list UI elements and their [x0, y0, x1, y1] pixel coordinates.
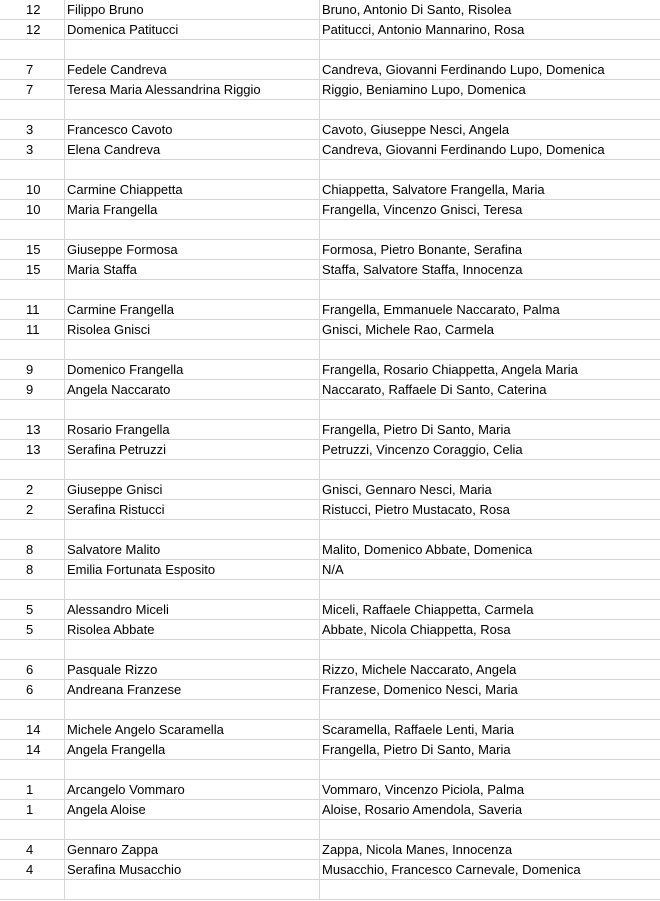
table-row	[0, 260, 660, 280]
table-row	[0, 220, 660, 240]
table-row	[0, 500, 660, 520]
person-name-cell[interactable]: Emilia Fortunata Esposito	[64, 560, 319, 579]
couple-number-cell[interactable]: 10	[26, 202, 41, 217]
couple-number-cell[interactable]: 13	[26, 442, 41, 457]
parents-cell[interactable]: Naccarato, Raffaele Di Santo, Caterina	[319, 380, 660, 399]
parents-cell[interactable]: Frangella, Rosario Chiappetta, Angela Maria	[319, 360, 660, 379]
table-row	[0, 20, 660, 40]
parents-cell[interactable]: Frangella, Vincenzo Gnisci, Teresa	[319, 200, 660, 219]
couple-number-cell[interactable]	[0, 340, 64, 359]
person-name-cell[interactable]: Elena Candreva	[64, 140, 319, 159]
table-row	[0, 320, 660, 340]
person-name-cell[interactable]	[64, 760, 319, 779]
table-row	[0, 40, 660, 60]
couple-number-cell[interactable]: 11	[26, 322, 40, 337]
person-name-cell[interactable]	[64, 700, 319, 719]
parents-cell[interactable]: Aloise, Rosario Amendola, Saveria	[319, 800, 660, 819]
couple-number-cell[interactable]: 3	[26, 142, 34, 157]
table-row	[0, 380, 660, 400]
person-name-cell[interactable]	[64, 580, 319, 599]
couple-number-cell[interactable]: 6	[26, 662, 34, 677]
table-row	[0, 780, 660, 800]
couple-number-cell[interactable]: 4	[26, 862, 34, 877]
parents-cell[interactable]	[319, 460, 660, 479]
parents-cell[interactable]: Franzese, Domenico Nesci, Maria	[319, 680, 660, 699]
table-row	[0, 620, 660, 640]
person-name-cell[interactable]: Rosario Frangella	[64, 420, 319, 439]
person-name-cell[interactable]: Filippo Bruno	[64, 0, 319, 19]
couple-number-cell[interactable]	[0, 520, 64, 539]
couple-number-cell[interactable]: 8	[26, 562, 34, 577]
parents-cell[interactable]: Candreva, Giovanni Ferdinando Lupo, Domenica	[319, 60, 660, 79]
person-name-cell[interactable]: Arcangelo Vommaro	[64, 780, 319, 799]
couple-number-cell[interactable]	[0, 400, 64, 419]
table-row	[0, 240, 660, 260]
person-name-cell[interactable]: Gennaro Zappa	[64, 840, 319, 859]
person-name-cell[interactable]	[64, 280, 319, 299]
parents-cell[interactable]: Staffa, Salvatore Staffa, Innocenza	[319, 260, 660, 279]
couple-number-cell[interactable]: 5	[26, 622, 34, 637]
person-name-cell[interactable]: Serafina Musacchio	[64, 860, 319, 879]
parents-cell[interactable]	[319, 640, 660, 659]
person-name-cell[interactable]: Andreana Franzese	[64, 680, 319, 699]
person-name-cell[interactable]: Teresa Maria Alessandrina Riggio	[64, 80, 319, 99]
person-name-cell[interactable]	[64, 100, 319, 119]
table-row	[0, 200, 660, 220]
table-row	[0, 280, 660, 300]
couple-number-cell[interactable]: 5	[26, 602, 34, 617]
couple-number-cell[interactable]	[0, 40, 64, 59]
table-row	[0, 180, 660, 200]
person-name-cell[interactable]	[64, 40, 319, 59]
parents-cell[interactable]: Musacchio, Francesco Carnevale, Domenica	[319, 860, 660, 879]
table-row	[0, 580, 660, 600]
parents-cell[interactable]	[319, 220, 660, 239]
table-row	[0, 880, 660, 900]
table-row	[0, 460, 660, 480]
parents-cell[interactable]: N/A	[319, 560, 660, 579]
parents-cell[interactable]: Candreva, Giovanni Ferdinando Lupo, Domenica	[319, 140, 660, 159]
person-name-cell[interactable]: Francesco Cavoto	[64, 120, 319, 139]
person-name-cell[interactable]	[64, 160, 319, 179]
table-row	[0, 420, 660, 440]
person-name-cell[interactable]: Risolea Abbate	[64, 620, 319, 639]
parents-cell[interactable]	[319, 280, 660, 299]
couple-number-cell[interactable]	[0, 280, 64, 299]
table-row	[0, 360, 660, 380]
parents-cell[interactable]	[319, 160, 660, 179]
couple-number-cell[interactable]: 15	[26, 242, 41, 257]
table-row	[0, 860, 660, 880]
parents-cell[interactable]: Chiappetta, Salvatore Frangella, Maria	[319, 180, 660, 199]
couple-number-cell[interactable]: 10	[26, 182, 41, 197]
parents-cell[interactable]: Scaramella, Raffaele Lenti, Maria	[319, 720, 660, 739]
person-name-cell[interactable]	[64, 520, 319, 539]
couple-number-cell[interactable]: 9	[26, 362, 34, 377]
couple-number-cell[interactable]: 2	[26, 502, 34, 517]
person-name-cell[interactable]: Domenico Frangella	[64, 360, 319, 379]
couple-number-cell[interactable]	[0, 160, 64, 179]
parents-cell[interactable]	[319, 700, 660, 719]
couple-number-cell[interactable]: 14	[26, 742, 41, 757]
parents-cell[interactable]	[319, 400, 660, 419]
table-row	[0, 80, 660, 100]
couple-number-cell[interactable]: 7	[26, 62, 34, 77]
parents-cell[interactable]: Zappa, Nicola Manes, Innocenza	[319, 840, 660, 859]
table-row	[0, 400, 660, 420]
couple-number-cell[interactable]: 9	[26, 382, 34, 397]
person-name-cell[interactable]: Serafina Petruzzi	[64, 440, 319, 459]
table-row	[0, 840, 660, 860]
couple-number-cell[interactable]: 12	[26, 2, 41, 17]
person-name-cell[interactable]: Angela Aloise	[64, 800, 319, 819]
couple-number-cell[interactable]	[0, 640, 64, 659]
parents-cell[interactable]	[319, 880, 660, 899]
couple-number-cell[interactable]	[0, 460, 64, 479]
parents-cell[interactable]: Formosa, Pietro Bonante, Serafina	[319, 240, 660, 259]
parents-cell[interactable]: Vommaro, Vincenzo Piciola, Palma	[319, 780, 660, 799]
table-row	[0, 760, 660, 780]
couple-number-cell[interactable]	[0, 100, 64, 119]
couple-number-cell[interactable]	[0, 700, 64, 719]
parents-cell[interactable]	[319, 580, 660, 599]
parents-cell[interactable]: Gnisci, Gennaro Nesci, Maria	[319, 480, 660, 499]
couple-number-cell[interactable]: 1	[26, 802, 34, 817]
person-name-cell[interactable]: Carmine Frangella	[64, 300, 319, 319]
person-name-cell[interactable]: Angela Frangella	[64, 740, 319, 759]
person-name-cell[interactable]	[64, 400, 319, 419]
table-row	[0, 740, 660, 760]
person-name-cell[interactable]: Risolea Gnisci	[64, 320, 319, 339]
couple-number-cell[interactable]	[0, 760, 64, 779]
table-row	[0, 720, 660, 740]
couple-number-cell[interactable]	[0, 580, 64, 599]
parents-cell[interactable]	[319, 100, 660, 119]
person-name-cell[interactable]: Serafina Ristucci	[64, 500, 319, 519]
person-name-cell[interactable]	[64, 640, 319, 659]
table-row	[0, 100, 660, 120]
parents-cell[interactable]: Bruno, Antonio Di Santo, Risolea	[319, 0, 660, 19]
table-row	[0, 140, 660, 160]
couple-number-cell[interactable]: 2	[26, 482, 34, 497]
couple-number-cell[interactable]: 4	[26, 842, 34, 857]
table-row	[0, 680, 660, 700]
parents-cell[interactable]: Frangella, Emmanuele Naccarato, Palma	[319, 300, 660, 319]
couple-number-cell[interactable]: 14	[26, 722, 41, 737]
table-row	[0, 160, 660, 180]
person-name-cell[interactable]: Alessandro Miceli	[64, 600, 319, 619]
table-row	[0, 800, 660, 820]
table-row	[0, 340, 660, 360]
person-name-cell[interactable]: Salvatore Malito	[64, 540, 319, 559]
table-row	[0, 440, 660, 460]
person-name-cell[interactable]: Domenica Patitucci	[64, 20, 319, 39]
parents-cell[interactable]: Riggio, Beniamino Lupo, Domenica	[319, 80, 660, 99]
couple-number-cell[interactable]: 1	[26, 782, 34, 797]
parents-cell[interactable]: Petruzzi, Vincenzo Coraggio, Celia	[319, 440, 660, 459]
table-row	[0, 640, 660, 660]
couple-number-cell[interactable]	[0, 880, 64, 899]
person-name-cell[interactable]: Carmine Chiappetta	[64, 180, 319, 199]
couple-number-cell[interactable]: 8	[26, 542, 34, 557]
table-row	[0, 120, 660, 140]
table-row	[0, 520, 660, 540]
parents-cell[interactable]: Gnisci, Michele Rao, Carmela	[319, 320, 660, 339]
couple-number-cell[interactable]: 7	[26, 82, 34, 97]
couple-number-cell[interactable]	[0, 820, 64, 839]
table-row	[0, 540, 660, 560]
table-row	[0, 300, 660, 320]
person-name-cell[interactable]: Michele Angelo Scaramella	[64, 720, 319, 739]
couple-number-cell[interactable]: 6	[26, 682, 34, 697]
couple-number-cell[interactable]: 13	[26, 422, 41, 437]
person-name-cell[interactable]: Maria Frangella	[64, 200, 319, 219]
parents-cell[interactable]: Miceli, Raffaele Chiappetta, Carmela	[319, 600, 660, 619]
person-name-cell[interactable]: Fedele Candreva	[64, 60, 319, 79]
person-name-cell[interactable]: Giuseppe Gnisci	[64, 480, 319, 499]
parents-cell[interactable]: Rizzo, Michele Naccarato, Angela	[319, 660, 660, 679]
person-name-cell[interactable]: Angela Naccarato	[64, 380, 319, 399]
parents-cell[interactable]	[319, 760, 660, 779]
table-row	[0, 660, 660, 680]
parents-cell[interactable]: Cavoto, Giuseppe Nesci, Angela	[319, 120, 660, 139]
table-row	[0, 600, 660, 620]
couple-number-cell[interactable]: 15	[26, 262, 41, 277]
couple-number-cell[interactable]: 12	[26, 22, 41, 37]
table-row	[0, 0, 660, 20]
person-name-cell[interactable]	[64, 340, 319, 359]
couple-number-cell[interactable]: 11	[26, 302, 40, 317]
parents-cell[interactable]: Ristucci, Pietro Mustacato, Rosa	[319, 500, 660, 519]
parents-cell[interactable]	[319, 820, 660, 839]
parents-cell[interactable]: Frangella, Pietro Di Santo, Maria	[319, 740, 660, 759]
table-row	[0, 60, 660, 80]
table-row	[0, 480, 660, 500]
person-name-cell[interactable]	[64, 880, 319, 899]
table-row	[0, 820, 660, 840]
parents-cell[interactable]	[319, 340, 660, 359]
parents-cell[interactable]	[319, 520, 660, 539]
parents-cell[interactable]	[319, 40, 660, 59]
person-name-cell[interactable]	[64, 220, 319, 239]
couple-number-cell[interactable]	[0, 220, 64, 239]
person-name-cell[interactable]: Giuseppe Formosa	[64, 240, 319, 259]
person-name-cell[interactable]: Pasquale Rizzo	[64, 660, 319, 679]
person-name-cell[interactable]	[64, 460, 319, 479]
couple-number-cell[interactable]: 3	[26, 122, 34, 137]
person-name-cell[interactable]	[64, 820, 319, 839]
parents-cell[interactable]: Patitucci, Antonio Mannarino, Rosa	[319, 20, 660, 39]
table-row	[0, 700, 660, 720]
parents-cell[interactable]: Frangella, Pietro Di Santo, Maria	[319, 420, 660, 439]
table-row	[0, 560, 660, 580]
person-name-cell[interactable]: Maria Staffa	[64, 260, 319, 279]
parents-cell[interactable]: Malito, Domenico Abbate, Domenica	[319, 540, 660, 559]
parents-cell[interactable]: Abbate, Nicola Chiappetta, Rosa	[319, 620, 660, 639]
